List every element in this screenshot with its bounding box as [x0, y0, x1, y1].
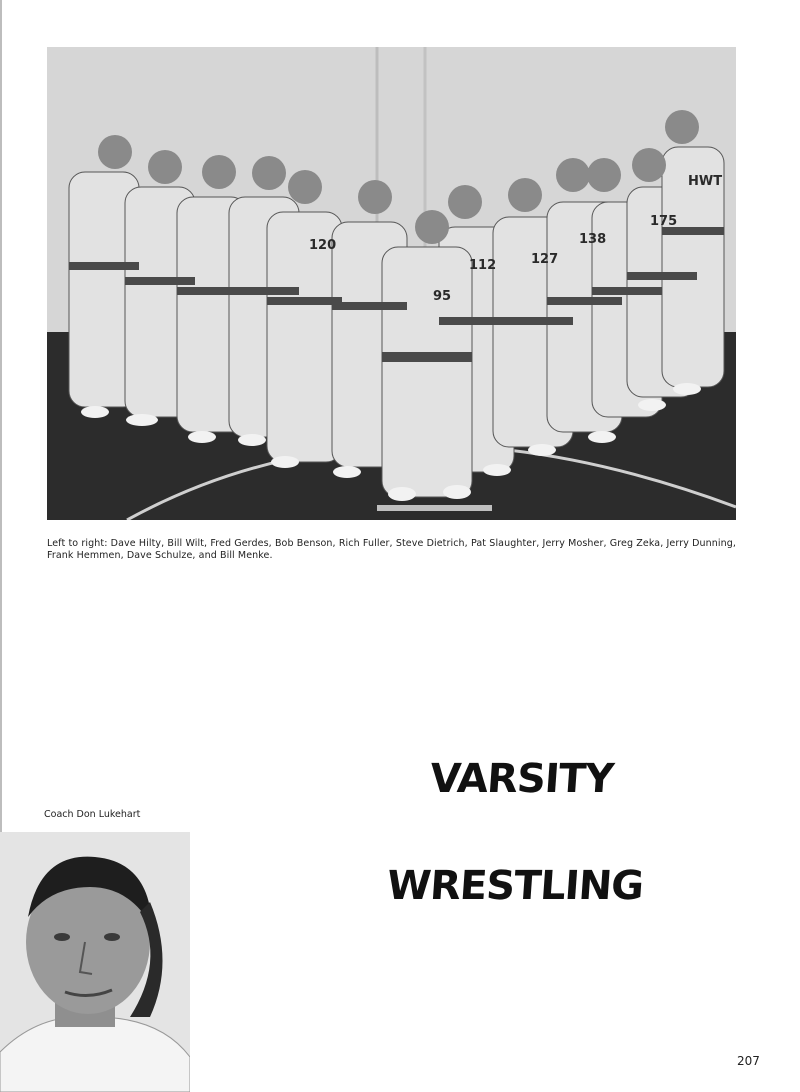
jersey-number: 112 — [469, 258, 497, 273]
title-wrestling: WRESTLING — [385, 863, 645, 909]
jersey-number: HWT — [688, 174, 723, 189]
jersey-number: 127 — [531, 252, 559, 267]
page-number: 207 — [737, 1054, 760, 1068]
team-photo — [47, 47, 736, 520]
jersey-number: 138 — [579, 232, 607, 247]
title-varsity: VARSITY — [428, 756, 615, 802]
team-photo-caption: Left to right: Dave Hilty, Bill Wilt, Fred Gerdes, Bob Benson, Rich Fuller, Steve Dietrich, Pat Slaughter, Jerry Mosher, Greg Zeka, Jerry Dunning, Frank Hemmen, Dave Schulze, and Bill Menke. — [47, 538, 736, 561]
coach-caption: Coach Don Lukehart — [44, 809, 141, 820]
jersey-number: 175 — [650, 214, 678, 229]
coach-photo — [0, 832, 190, 1092]
jersey-number: 95 — [433, 289, 452, 304]
jersey-number: 120 — [309, 238, 337, 253]
